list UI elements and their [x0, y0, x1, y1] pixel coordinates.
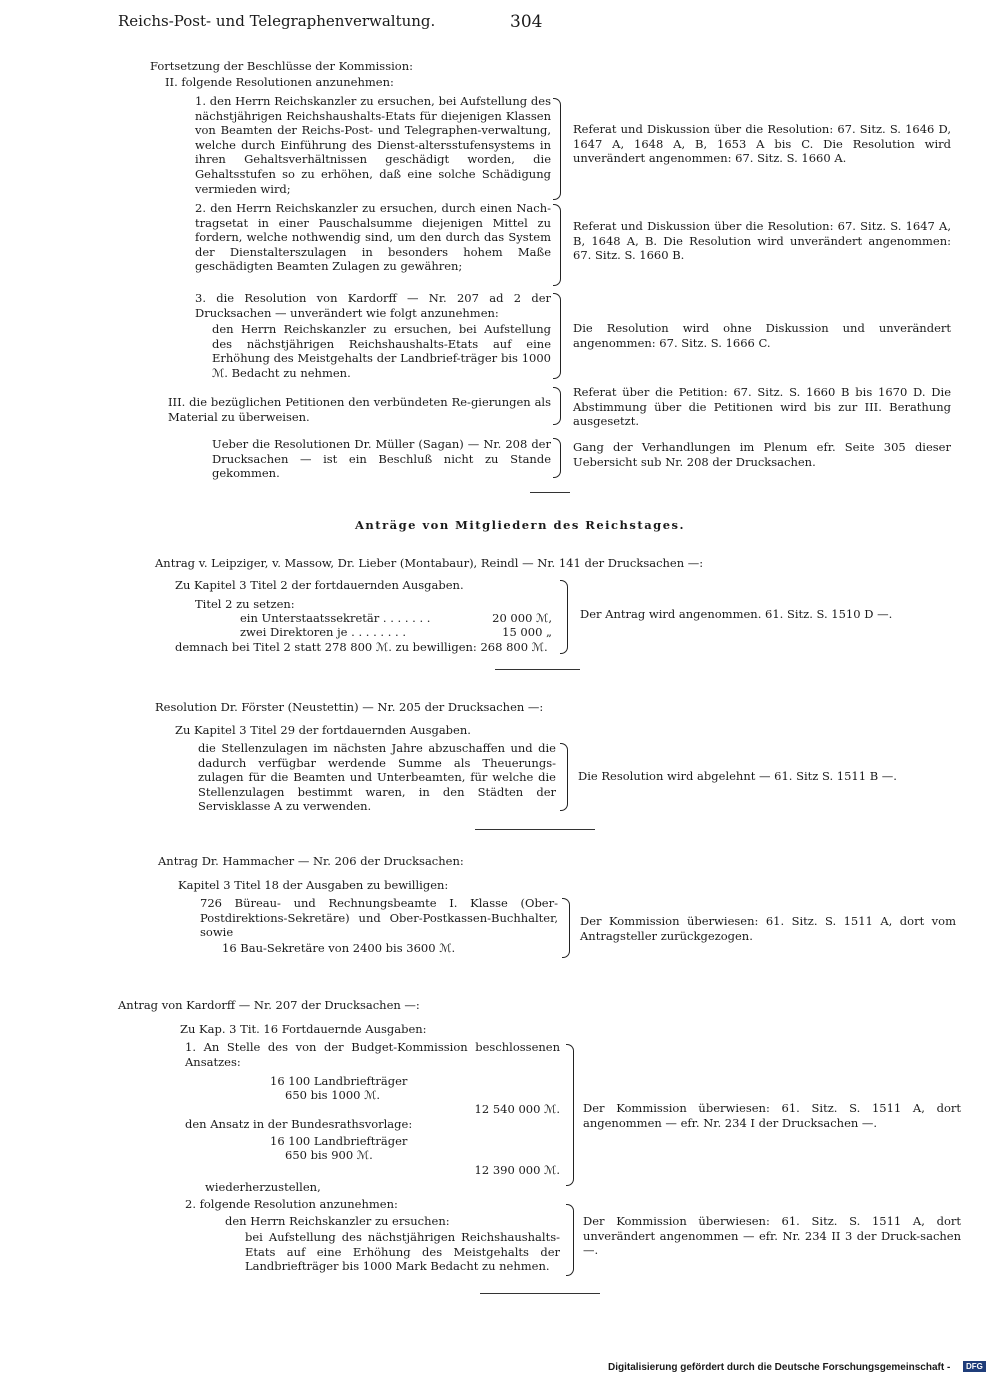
antrag-kardorff-item2-text: bei Aufstellung des nächstjährigen Reichshaushalts-Etats auf eine Erhöhung des Meistgehalts der Landbriefträger bis 1000 Mark Bedacht zu nehmen. — [245, 1230, 560, 1274]
antrag-kardorff-a-amount: 12 540 000 ℳ. — [474, 1102, 560, 1116]
section-iii-result: Referat über die Petition: 67. Sitz. S. 1660 B bis 1670 D. Die Abstimmung über die Petitionen wird bis zur III. Berathung ausgesetzt. — [573, 385, 951, 429]
commission-item-3-result: Die Resolution wird ohne Diskussion und unverändert angenommen: 67. Sitz. S. 1666 C. — [573, 321, 951, 350]
brace — [566, 1044, 574, 1186]
running-header-title: Reichs-Post- und Telegraphenverwaltung. — [118, 12, 436, 30]
divider — [480, 1293, 600, 1294]
mueller-note: Ueber die Resolutionen Dr. Müller (Sagan) — Nr. 208 der Drucksachen — ist ein Beschluß nicht zu Stande gekommen. — [212, 437, 551, 481]
members-heading: Anträge von Mitgliedern des Reichstages. — [355, 518, 685, 532]
antrag-kardorff-item2: 2. folgende Resolution anzunehmen: — [185, 1197, 398, 1211]
antrag-kardorff-b-intro: den Ansatz in der Bundesrathsvorlage: — [185, 1117, 413, 1131]
antrag-leipziger-line3-amount: 20 000 ℳ, — [492, 611, 552, 625]
brace — [562, 898, 570, 958]
antrag-leipziger-line2: Titel 2 zu setzen: — [195, 597, 295, 611]
divider — [530, 492, 570, 493]
antrag-kardorff-b-line2: 650 bis 900 ℳ. — [285, 1148, 373, 1162]
divider — [475, 829, 595, 830]
mueller-result: Gang der Verhandlungen im Plenum efr. Seite 305 dieser Uebersicht sub Nr. 208 der Drucksachen. — [573, 440, 951, 469]
commission-item-3-quote: den Herrn Reichskanzler zu ersuchen, bei Aufstellung des nächstjährigen Reichshaushalts-Etats auf eine Erhöhung des Meistgehalts der Landbrief-träger bis 1000 ℳ. Bedacht zu nehmen. — [212, 322, 551, 380]
brace — [553, 98, 561, 200]
commission-intro: Fortsetzung der Beschlüsse der Kommission: — [150, 59, 413, 73]
antrag-kardorff-item1: 1. An Stelle des von der Budget-Kommission beschlossenen Ansatzes: — [185, 1040, 560, 1069]
antrag-kardorff-a-line1: 16 100 Landbriefträger — [270, 1074, 408, 1088]
page-number: 304 — [510, 12, 543, 32]
resolution-foerster-line1: Zu Kapitel 3 Titel 29 der fortdauernden Ausgaben. — [175, 723, 471, 737]
antrag-kardorff-result1: Der Kommission überwiesen: 61. Sitz. S. 1511 A, dort angenommen — efr. Nr. 234 I der Drucksachen —. — [583, 1101, 961, 1130]
brace — [553, 204, 561, 286]
antrag-kardorff-title: Antrag von Kardorff — Nr. 207 der Drucksachen —: — [118, 998, 420, 1012]
dfg-logo: DFG — [963, 1361, 986, 1372]
brace — [560, 580, 568, 654]
commission-item-1-result: Referat und Diskussion über die Resolution: 67. Sitz. S. 1646 D, 1647 A, 1648 A, B, 1653 A bis C. Die Resolution wird unverändert angenommen: 67. Sitz. S. 1660 A. — [573, 122, 951, 166]
antrag-hammacher-line1: Kapitel 3 Titel 18 der Ausgaben zu bewilligen: — [178, 878, 449, 892]
antrag-kardorff-item2-intro: den Herrn Reichskanzler zu ersuchen: — [225, 1214, 450, 1228]
brace — [553, 293, 561, 379]
antrag-hammacher-line3: 16 Bau-Sekretäre von 2400 bis 3600 ℳ. — [222, 941, 456, 955]
brace — [553, 387, 561, 425]
brace — [566, 1204, 574, 1276]
antrag-leipziger-title: Antrag v. Leipziger, v. Massow, Dr. Lieber (Montabaur), Reindl — Nr. 141 der Drucksachen —: — [155, 556, 704, 570]
commission-item-1: 1. den Herrn Reichskanzler zu ersuchen, bei Aufstellung des nächstjährigen Reichshaushalts-Etats für diejenigen Klassen von Beamten der Reichs-Post- und Telegraphen-verwaltung, welche durch Einführung des Dienst-altersstufensystems in ihren Gehaltsverhältnissen geschädigt worden, die Gehaltsstufen so zu erhöhen, daß eine solche Schädigung vermieden wird; — [195, 94, 551, 196]
antrag-leipziger-line3-label: ein Unterstaatssekretär . . . . . . . — [240, 611, 431, 625]
antrag-kardorff-b-line1: 16 100 Landbriefträger — [270, 1134, 408, 1148]
antrag-leipziger-line5: demnach bei Titel 2 statt 278 800 ℳ. zu bewilligen: 268 800 ℳ. — [175, 640, 548, 654]
antrag-kardorff-b-amount: 12 390 000 ℳ. — [474, 1163, 560, 1177]
resolution-foerster-text: die Stellenzulagen im nächsten Jahre abzuschaffen und die dadurch verfügbar werdende Summe als Theuerungs-zulagen für die Beamten und Unterbeamten, für welche die Stellenzulagen bestimmt waren, in den Städten der Servisklasse A zu verwenden. — [198, 741, 556, 814]
antrag-kardorff-restore: wiederherzustellen, — [205, 1180, 321, 1194]
divider — [495, 669, 580, 670]
antrag-kardorff-line1: Zu Kap. 3 Tit. 16 Fortdauernde Ausgaben: — [180, 1022, 427, 1036]
brace — [560, 743, 568, 811]
antrag-hammacher-title: Antrag Dr. Hammacher — Nr. 206 der Drucksachen: — [158, 854, 464, 868]
antrag-kardorff-a-line2: 650 bis 1000 ℳ. — [285, 1088, 381, 1102]
section-iii: III. die bezüglichen Petitionen den verbündeten Re-gierungen als Material zu überweisen. — [168, 395, 551, 424]
antrag-kardorff-result2: Der Kommission überwiesen: 61. Sitz. S. 1511 A, dort unverändert angenommen — efr. Nr. 234 II 3 der Druck-sachen —. — [583, 1214, 961, 1258]
antrag-leipziger-line4-amount: 15 000 „ — [502, 625, 552, 639]
brace — [553, 438, 561, 478]
section-ii-heading: II. folgende Resolutionen anzunehmen: — [165, 75, 394, 89]
commission-item-3: 3. die Resolution von Kardorff — Nr. 207 ad 2 der Drucksachen — unverändert wie folgt anzunehmen: — [195, 291, 551, 320]
antrag-leipziger-result: Der Antrag wird angenommen. 61. Sitz. S. 1510 D —. — [580, 607, 893, 621]
antrag-leipziger-line1: Zu Kapitel 3 Titel 2 der fortdauernden Ausgaben. — [175, 578, 464, 592]
commission-item-2-result: Referat und Diskussion über die Resolution: 67. Sitz. S. 1647 A, B, 1648 A, B. Die Resolution wird unverändert angenommen: 67. Sitz. S. 1660 B. — [573, 219, 951, 263]
antrag-leipziger-line4-label: zwei Direktoren je . . . . . . . . — [240, 625, 406, 639]
commission-item-2: 2. den Herrn Reichskanzler zu ersuchen, durch einen Nach-tragsetat in einer Pauschalsumme diejenigen Mittel zu fordern, welche nothwendig sind, um den durch das System der Dienstalterszulagen in besonders hohem Maße geschädigten Beamten Zulagen zu gewähren; — [195, 201, 551, 274]
antrag-hammacher-text: 726 Büreau- und Rechnungsbeamte I. Klasse (Ober-Postdirektions-Sekretäre) und Ober-Postkassen-Buchhalter, sowie — [200, 896, 558, 940]
antrag-hammacher-result: Der Kommission überwiesen: 61. Sitz. S. 1511 A, dort vom Antragsteller zurückgezogen. — [580, 914, 956, 943]
resolution-foerster-result: Die Resolution wird abgelehnt — 61. Sitz S. 1511 B —. — [578, 769, 897, 783]
digitization-note: Digitalisierung gefördert durch die Deutsche Forschungsgemeinschaft - — [608, 1362, 951, 1373]
resolution-foerster-title: Resolution Dr. Förster (Neustettin) — Nr. 205 der Drucksachen —: — [155, 700, 544, 714]
